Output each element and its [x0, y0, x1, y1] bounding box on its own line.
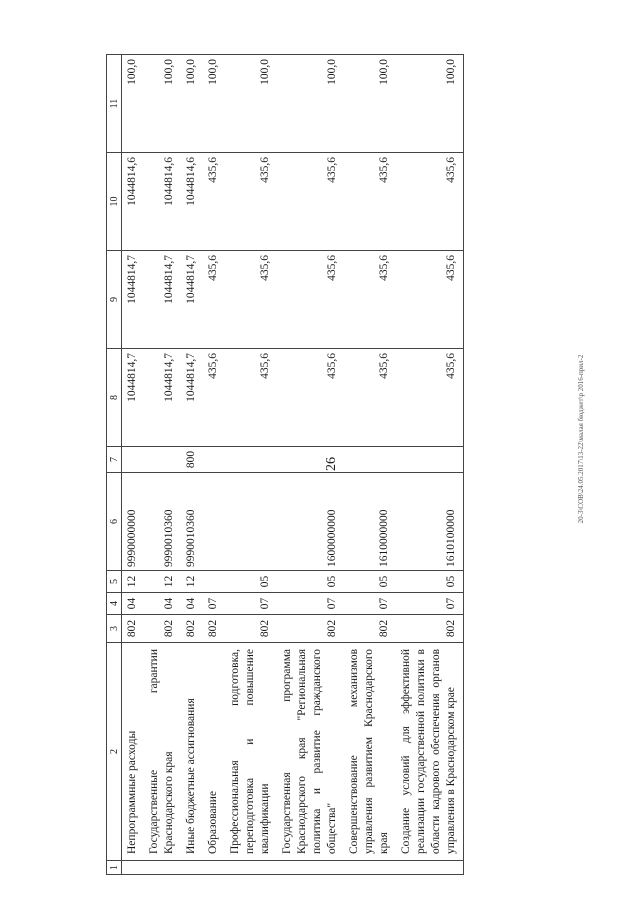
cell-c3: 802 [144, 615, 181, 643]
row-name: Непрограммные расходы [122, 643, 145, 861]
table-row [396, 55, 464, 875]
cell-c8: 435,6 [396, 349, 464, 447]
cell-c6: 9990010360 [181, 473, 203, 571]
cell-c5 [203, 571, 225, 593]
row-name: Государственные гарантии Краснодарского края [144, 643, 181, 861]
cell-c11: 100,0 [203, 55, 225, 153]
cell-c9: 435,6 [344, 251, 396, 349]
table-row [181, 55, 203, 875]
row-name: Образование [203, 643, 225, 861]
cell-c9: 1044814,7 [181, 251, 203, 349]
cell-c10: 1044814,6 [181, 153, 203, 251]
row-cell-empty [396, 861, 464, 875]
cell-c6 [203, 473, 225, 571]
cell-c5: 05 [396, 571, 464, 593]
cell-c11: 100,0 [344, 55, 396, 153]
cell-c4: 07 [396, 593, 464, 615]
table-row [225, 55, 277, 875]
cell-c5: 12 [181, 571, 203, 593]
row-name: Профессиональная подготовка, переподготовка и повышение квалификации [225, 643, 277, 861]
cell-c7 [277, 447, 344, 473]
cell-c5: 05 [344, 571, 396, 593]
cell-c6: 1610100000 [396, 473, 464, 571]
page-number: 26 [324, 457, 339, 471]
cell-c4: 07 [203, 593, 225, 615]
cell-c4: 04 [122, 593, 145, 615]
column-header: 4 [107, 593, 122, 615]
budget-table-container [106, 55, 596, 875]
cell-c8: 1044814,7 [144, 349, 181, 447]
cell-c10: 1044814,6 [122, 153, 145, 251]
cell-c9: 435,6 [225, 251, 277, 349]
cell-c6: 1600000000 [277, 473, 344, 571]
table-row [277, 55, 344, 875]
cell-c11: 100,0 [181, 55, 203, 153]
cell-c9: 435,6 [277, 251, 344, 349]
cell-c3: 802 [225, 615, 277, 643]
cell-c8: 435,6 [277, 349, 344, 447]
cell-c11: 100,0 [122, 55, 145, 153]
cell-c8: 1044814,7 [181, 349, 203, 447]
cell-c5: 12 [122, 571, 145, 593]
row-cell-empty [144, 861, 181, 875]
cell-c11: 100,0 [225, 55, 277, 153]
cell-c9: 1044814,7 [122, 251, 145, 349]
cell-c7 [122, 447, 145, 473]
cell-c10: 435,6 [203, 153, 225, 251]
row-name: Иные бюджетные ассигнования [181, 643, 203, 861]
cell-c8: 1044814,7 [122, 349, 145, 447]
row-name: Совершенствование механизмов управления развитием Краснодарского края [344, 643, 396, 861]
column-header: 2 [107, 643, 122, 861]
column-header: 6 [107, 473, 122, 571]
cell-c9: 435,6 [396, 251, 464, 349]
cell-c8: 435,6 [344, 349, 396, 447]
cell-c10: 435,6 [277, 153, 344, 251]
row-name: Создание условий для эффективной реализации государственной политики в области кадрового обеспечения органов управления в Краснодарском крае [396, 643, 464, 861]
cell-c10: 435,6 [396, 153, 464, 251]
table-row [122, 55, 145, 875]
column-header: 5 [107, 571, 122, 593]
footer-note: 20-3\СОВ\24.05.2017\13-22\малая бюджет\р 2016-прил-2 [577, 354, 585, 524]
cell-c4: 07 [277, 593, 344, 615]
cell-c6 [225, 473, 277, 571]
cell-c3: 802 [181, 615, 203, 643]
cell-c3: 802 [122, 615, 145, 643]
cell-c10: 1044814,6 [144, 153, 181, 251]
column-header: 3 [107, 615, 122, 643]
column-header: 11 [107, 55, 122, 153]
row-name: Государственная программа Краснодарского края "Региональная политика и развитие гражданского общества" [277, 643, 344, 861]
cell-c3: 802 [203, 615, 225, 643]
table-row [144, 55, 181, 875]
budget-table [106, 54, 464, 875]
cell-c11: 100,0 [144, 55, 181, 153]
cell-c6: 1610000000 [344, 473, 396, 571]
cell-c7 [144, 447, 181, 473]
column-header: 8 [107, 349, 122, 447]
table-row [203, 55, 225, 875]
cell-c7 [344, 447, 396, 473]
cell-c3: 802 [344, 615, 396, 643]
column-header: 1 [107, 861, 122, 875]
cell-c8: 435,6 [225, 349, 277, 447]
cell-c4: 07 [225, 593, 277, 615]
cell-c3: 802 [396, 615, 464, 643]
cell-c6: 9990010360 [144, 473, 181, 571]
cell-c9: 1044814,7 [144, 251, 181, 349]
cell-c4: 04 [181, 593, 203, 615]
cell-c11: 100,0 [277, 55, 344, 153]
row-cell-empty [277, 861, 344, 875]
cell-c7 [225, 447, 277, 473]
row-cell-empty [344, 861, 396, 875]
column-header: 7 [107, 447, 122, 473]
cell-c9: 435,6 [203, 251, 225, 349]
cell-c11: 100,0 [396, 55, 464, 153]
cell-c5: 12 [144, 571, 181, 593]
cell-c3: 802 [277, 615, 344, 643]
cell-c10: 435,6 [225, 153, 277, 251]
row-cell-empty [181, 861, 203, 875]
table-header-row [107, 55, 122, 875]
row-cell-empty [225, 861, 277, 875]
row-cell-empty [203, 861, 225, 875]
cell-c6: 9990000000 [122, 473, 145, 571]
cell-c4: 04 [144, 593, 181, 615]
row-cell-empty [122, 861, 145, 875]
cell-c4: 07 [344, 593, 396, 615]
table-row [344, 55, 396, 875]
cell-c7 [396, 447, 464, 473]
cell-c5: 05 [277, 571, 344, 593]
cell-c7 [203, 447, 225, 473]
cell-c10: 435,6 [344, 153, 396, 251]
cell-c8: 435,6 [203, 349, 225, 447]
cell-c5: 05 [225, 571, 277, 593]
column-header: 10 [107, 153, 122, 251]
cell-c7: 800 [181, 447, 203, 473]
column-header: 9 [107, 251, 122, 349]
